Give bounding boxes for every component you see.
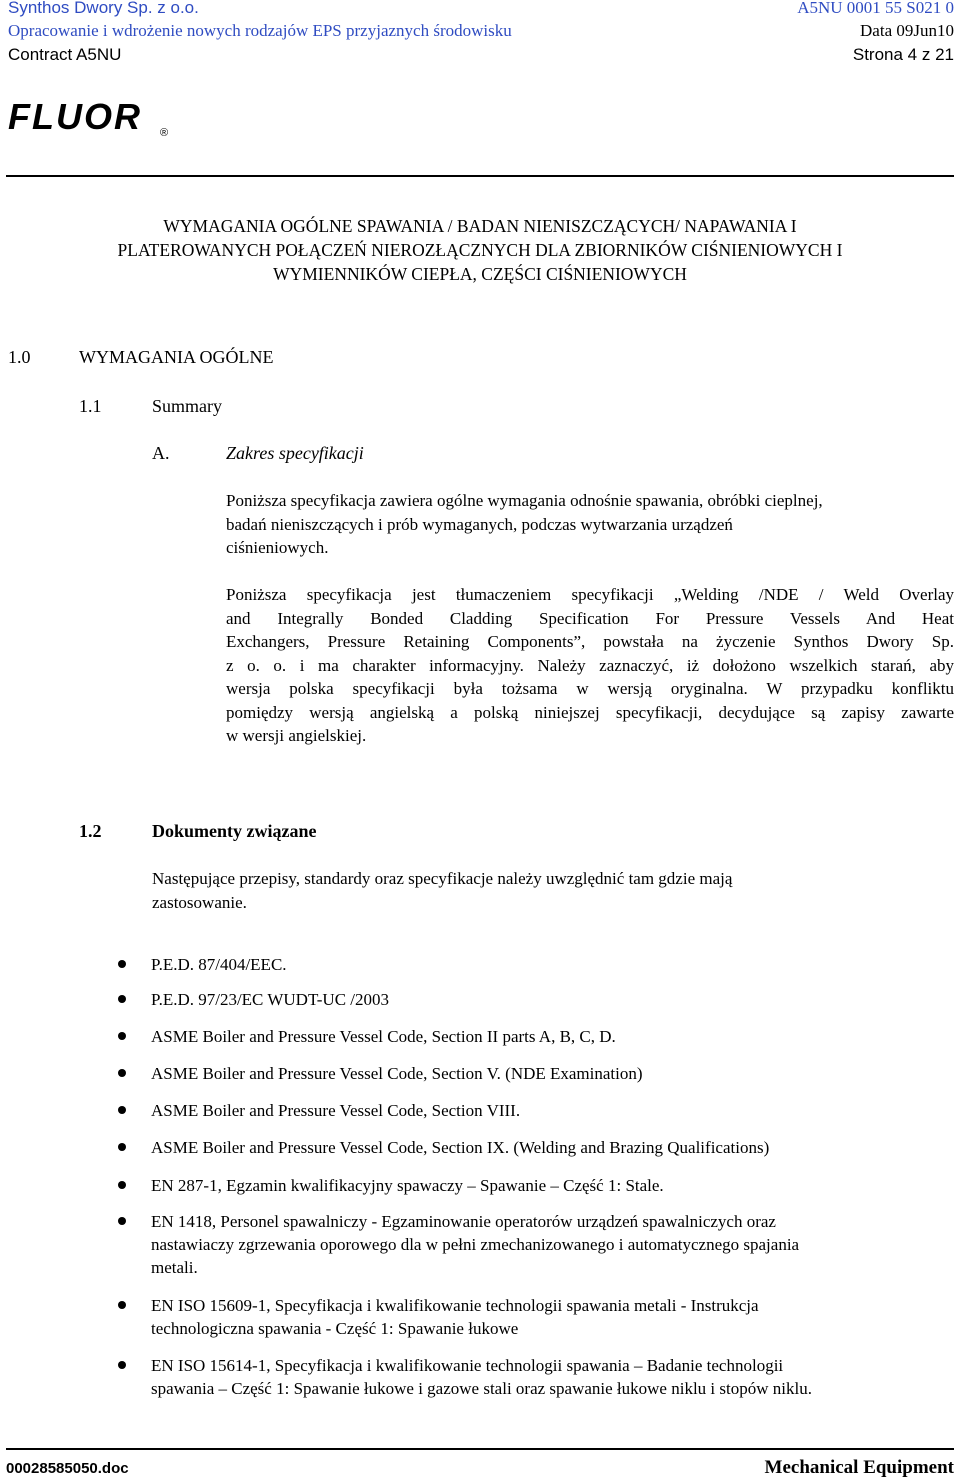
document-title [0,214,960,286]
bullet-icon [118,1106,126,1114]
list-item-text: metali. [151,1258,198,1277]
paragraph-line: Poniższa specyfikacja jest tłumaczeniem specyfikacji „Welding /NDE / Weld Overlay [226,585,954,604]
logo-wordmark: FLUOR [8,96,142,137]
project-name: Opracowanie i wdrożenie nowych rodzajów EPS przyjaznych środowisku [8,21,512,40]
subsection-a-title: Zakres specyfikacji [226,443,364,463]
subsection-a-letter: A. [152,443,170,463]
paragraph-line: Poniższa specyfikacja zawiera ogólne wymagania odnośnie spawania, obróbki cieplnej, [226,491,823,510]
bullet-icon [118,960,126,968]
list-item-text: P.E.D. 87/404/EEC. [151,955,287,974]
list-item-text: EN ISO 15614-1, Specyfikacja i kwalifikowanie technologii spawania – Badanie technologii [151,1356,784,1375]
bullet-icon [118,1143,126,1151]
paragraph-line: w wersji angielskiej. [226,726,367,745]
paragraph-line: Exchangers, Pressure Retaining Components”, powstała na życzenie Synthos Dwory Sp. [226,632,954,651]
list-item-text: ASME Boiler and Pressure Vessel Code, Section IX. (Welding and Brazing Qualifications) [151,1138,770,1157]
bullet-icon [118,995,126,1003]
list-item-text: ASME Boiler and Pressure Vessel Code, Section II parts A, B, C, D. [151,1027,616,1046]
section-1-2-number: 1.2 [79,821,102,841]
list-item-text: ASME Boiler and Pressure Vessel Code, Section V. (NDE Examination) [151,1064,643,1083]
paragraph-line: badań nieniszczących i prób wymaganych, podczas wytwarzania urządzeń [226,514,733,534]
paragraph-scope [226,489,954,560]
contract-label: Contract A5NU [8,45,122,64]
fluor-logo [8,96,173,140]
list-item-text: ASME Boiler and Pressure Vessel Code, Section VIII. [151,1101,521,1120]
list-item-text: EN ISO 15609-1, Specyfikacja i kwalifikowanie technologii spawania metali - Instrukcja [151,1296,759,1315]
list-item-text: EN 1418, Personel spawalniczy - Egzaminowanie operatorów urządzeń spawalniczych oraz [151,1212,776,1231]
paragraph-line: Następujące przepisy, standardy oraz specyfikacje należy uwzględnić tam gdzie mają [152,869,733,888]
section-1-0-title: WYMAGANIA OGÓLNE [79,347,274,367]
list-item-text: P.E.D. 97/23/EC WUDT-UC /2003 [151,990,390,1009]
paragraph-translation-note [226,583,954,748]
paragraph-line: ciśnieniowych. [226,538,329,557]
footer-divider [6,1448,954,1450]
section-1-2-title: Dokumenty związane [152,821,317,841]
bullet-icon [118,1032,126,1040]
title-line: PLATEROWANYCH POŁĄCZEŃ NIEROZŁĄCZNYCH DLA ZBIORNIKÓW CIŚNIENIOWYCH I [117,240,843,260]
paragraph-line: and Integrally Bonded Cladding Specification For Pressure Vessels And Heat [226,608,954,628]
document-number: A5NU 0001 55 S021 0 [797,0,954,17]
paragraph-line: pomiędzy wersją angielską a polską niniejszej specyfikacji, decydujące są zapisy zawarte [226,702,954,722]
bullet-icon [118,1301,126,1309]
bullet-icon [118,1181,126,1189]
title-line: WYMAGANIA OGÓLNE SPAWANIA / BADAN NIENISZCZĄCYCH/ NAPAWANIA I [163,216,797,236]
section-1-1-title: Summary [152,396,222,416]
company-name: Synthos Dwory Sp. z o.o. [8,0,199,17]
footer-filename: 00028585050.doc [6,1460,129,1477]
list-item-text: nastawiaczy zgrzewania oporowego dla w pełni zmechanizowanego i automatycznego spajania [151,1235,800,1254]
bullet-icon [118,1361,126,1369]
list-item-text: technologiczna spawania - Część 1: Spawanie łukowe [151,1319,519,1338]
list-item-text: EN 287-1, Egzamin kwalifikacyjny spawaczy – Spawanie – Część 1: Stale. [151,1176,664,1195]
paragraph-line: zastosowanie. [152,892,247,912]
document-date: Data 09Jun10 [860,21,954,40]
list-item-text: spawania – Część 1: Spawanie łukowe i gazowe stali oraz spawanie łukowe niklu i stopów niklu. [151,1379,812,1398]
bullet-icon [118,1069,126,1077]
footer-category: Mechanical Equipment [764,1457,954,1478]
paragraph-line: z o. o. i ma charakter informacyjny. Należy zaznaczyć, iż dołożono wszelkich starań, aby [226,655,954,675]
title-line: WYMIENNIKÓW CIEPŁA, CZĘŚCI CIŚNIENIOWYCH [273,264,687,284]
section-1-0-number: 1.0 [8,347,31,367]
paragraph-line: wersja polska specyfikacji była tożsama w wersją oryginalna. W przypadku konfliktu [226,679,954,698]
registered-mark: ® [160,127,169,139]
bullet-icon [118,1217,126,1225]
page-indicator: Strona 4 z 21 [852,45,954,64]
header-divider [6,175,954,177]
paragraph-intro [152,867,952,914]
section-1-1-number: 1.1 [79,396,102,416]
